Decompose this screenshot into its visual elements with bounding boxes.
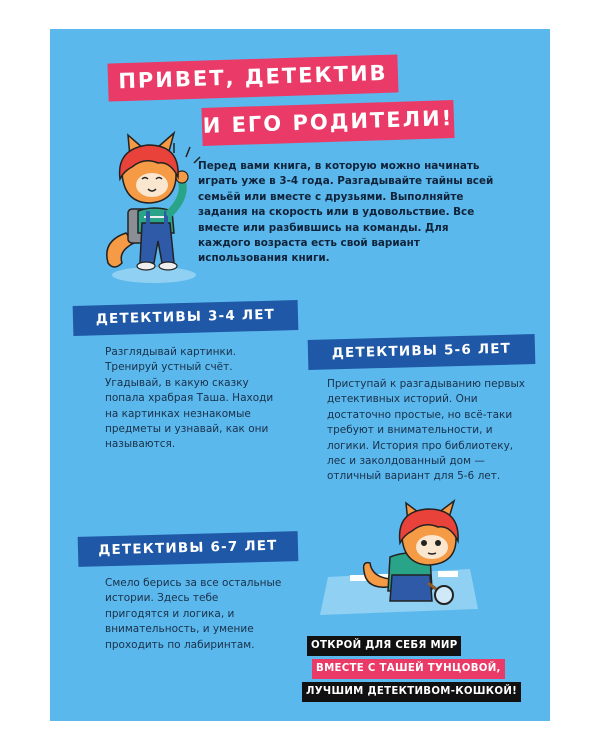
title-banner-line1: ПРИВЕТ, ДЕТЕКТИВ (107, 54, 398, 101)
footer-line-3: ЛУЧШИМ ДЕТЕКТИВОМ-КОШКОЙ! (302, 682, 521, 702)
footer-line-2: ВМЕСТЕ С ТАШЕЙ ТУНЦОВОЙ, (312, 659, 505, 679)
section-text-5-6: Приступай к разгадыванию первых детективных историй. Они достаточно простые, но всё-таки требуют и внимательности, и логики. История про библиотеку, лес и заколдованный дом — отличный вариант для 5-6 лет. (327, 378, 525, 483)
footer-line-1: ОТКРОЙ ДЛЯ СЕБЯ МИР (307, 636, 461, 656)
section-heading-6-7: ДЕТЕКТИВЫ 6-7 ЛЕТ (78, 531, 299, 567)
page (50, 29, 550, 721)
section-heading-5-6: ДЕТЕКТИВЫ 5-6 ЛЕТ (308, 334, 536, 370)
section-text-6-7: Смело берись за все остальные истории. Здесь тебе пригодятся и логика, и внимательность, и умение проходить по лабиринтам. (105, 577, 282, 651)
cat-detective-waving-illustration (82, 113, 202, 288)
intro-paragraph: Перед вами книга, в которую можно начинать играть уже в 3-4 года. Разгадывайте тайны всей семьёй или вместе с друзьями. Выполняйте задания на скорость или в удовольствие. Все вместе или разбившись на команды. Для каждого возраста есть свой вариант использования книги. (198, 160, 494, 265)
section-heading-3-4: ДЕТЕКТИВЫ 3-4 ЛЕТ (73, 300, 299, 336)
title-banner-line2: И ЕГО РОДИТЕЛИ! (201, 100, 454, 146)
section-text-3-4: Разглядывай картинки. Тренируй устный счёт. Угадывай, в какую сказку попала храбрая Таша. Находи на картинках незнакомые предметы и узнавай, как они называются. (105, 346, 274, 451)
cat-detective-magnifier-illustration (320, 497, 480, 627)
